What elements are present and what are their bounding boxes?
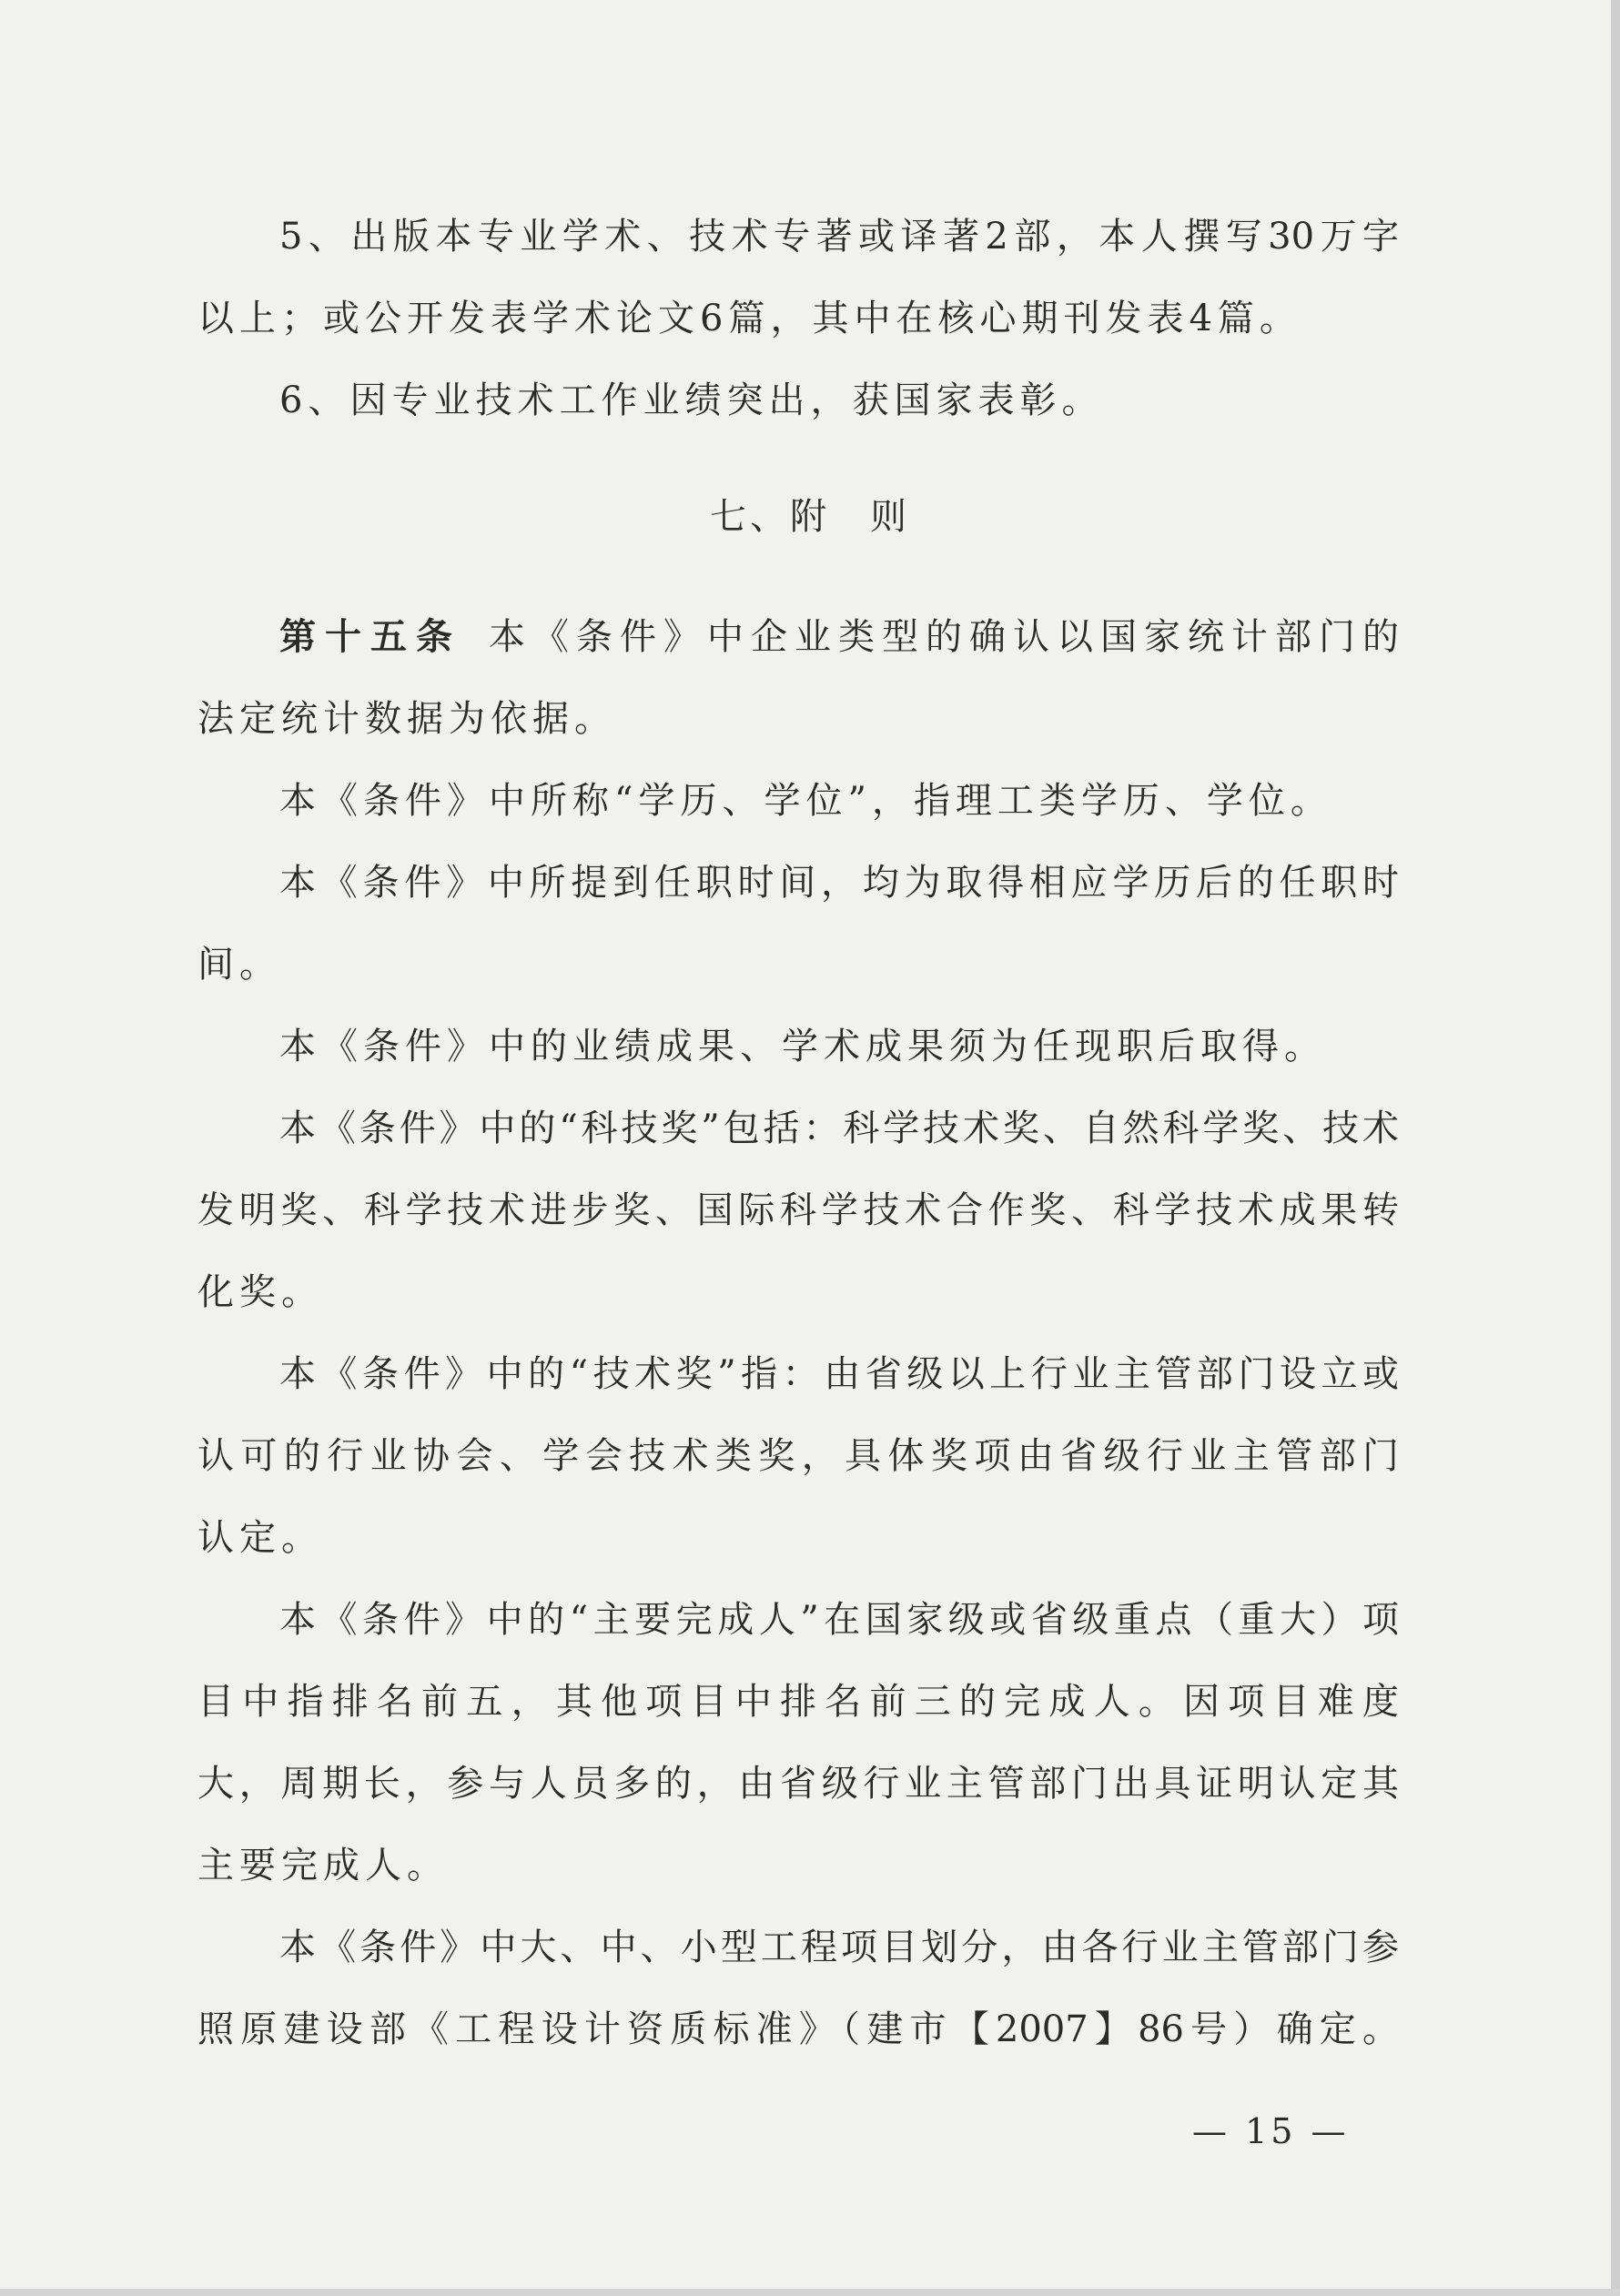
project-size-line-2: 照原建设部《工程设计资质标准》（建市【2007】86号）确定。 <box>197 2008 1399 2050</box>
item-5-line-2: 以上；或公开发表学术论文6篇，其中在核心期刊发表4篇。 <box>197 298 1301 339</box>
main-person-line-3: 大，周期长，参与人员多的，由省级行业主管部门出具证明认定其 <box>197 1763 1399 1805</box>
sci-award-line-1: 本《条件》中的“科技奖”包括：科学技术奖、自然科学奖、技术 <box>279 1108 1399 1149</box>
project-size-line-1: 本《条件》中大、中、小型工程项目划分，由各行业主管部门参 <box>279 1927 1399 1968</box>
article-15-label: 第十五条 <box>279 616 461 658</box>
tech-award-line-2: 认可的行业协会、学会技术类奖，具体奖项由省级行业主管部门 <box>197 1435 1399 1477</box>
page-number: — 15 — <box>1192 2111 1350 2151</box>
article-15-text: 本《条件》中企业类型的确认以国家统计部门的 <box>489 616 1399 658</box>
item-6-line-1: 6、因专业技术工作业绩突出，获国家表彰。 <box>279 379 1104 421</box>
scan-edge-bottom <box>0 2289 1620 2296</box>
main-person-line-4: 主要完成人。 <box>197 1845 449 1886</box>
sci-award-line-2: 发明奖、科学技术进步奖、国际科学技术合作奖、科学技术成果转 <box>197 1189 1399 1231</box>
scan-edge-right <box>1611 0 1620 2296</box>
tenure-line-2: 间。 <box>197 944 281 986</box>
sci-award-line-3: 化奖。 <box>197 1271 323 1313</box>
tech-award-line-3: 认定。 <box>197 1517 323 1559</box>
article-15-line-2: 法定统计数据为依据。 <box>197 698 616 740</box>
tenure-line-1: 本《条件》中所提到任职时间，均为取得相应学历后的任职时 <box>279 862 1399 904</box>
main-person-line-2: 目中指排名前五，其他项目中排名前三的完成人。因项目难度 <box>197 1681 1399 1723</box>
section-title: 七、附 则 <box>710 496 910 538</box>
tech-award-line-1: 本《条件》中的“技术奖”指：由省级以上行业主管部门设立或 <box>279 1353 1399 1395</box>
results-paragraph: 本《条件》中的业绩成果、学术成果须为任现职后取得。 <box>279 1026 1326 1067</box>
article-15-line-1 <box>279 615 1399 659</box>
item-5-line-1: 5、出版本专业学术、技术专著或译著2部，本人撰写30万字 <box>279 216 1399 258</box>
main-person-line-1: 本《条件》中的“主要完成人”在国家级或省级重点（重大）项 <box>279 1599 1399 1641</box>
degree-paragraph: 本《条件》中所称“学历、学位”，指理工类学历、学位。 <box>279 780 1332 822</box>
